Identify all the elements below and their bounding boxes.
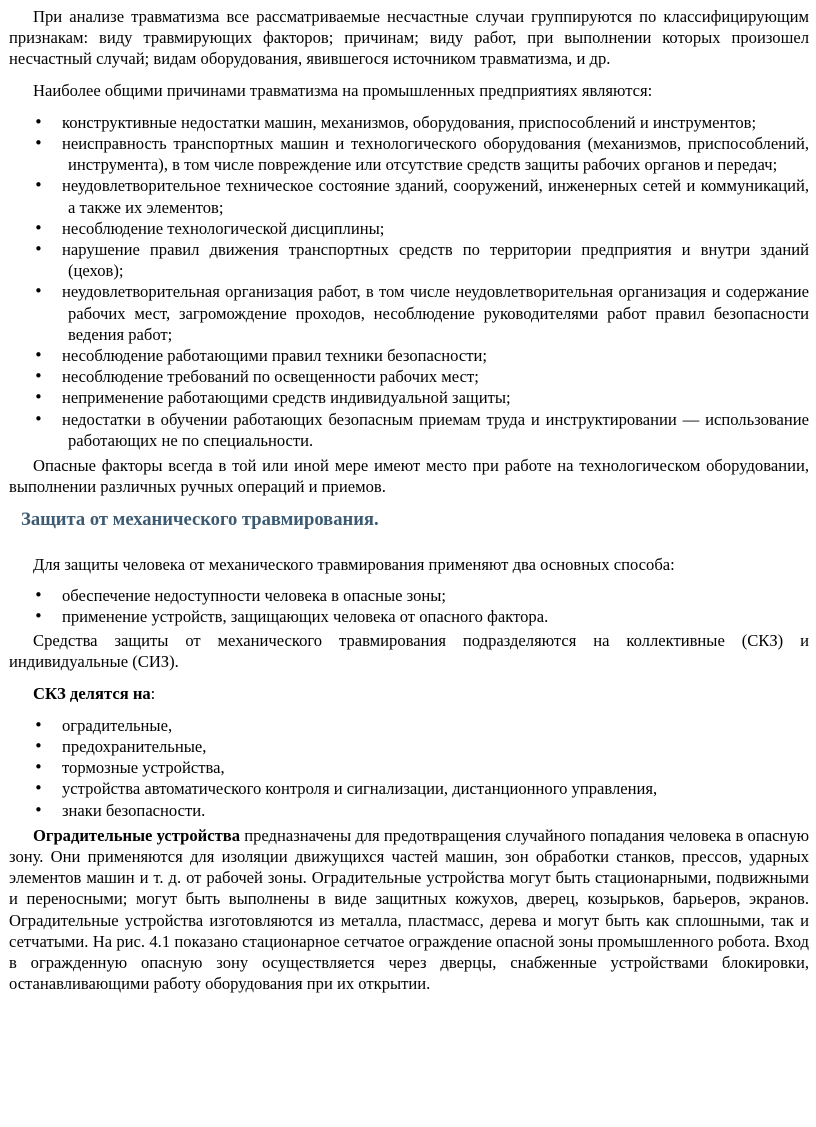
list-item: • несоблюдение работающими правил техники безопасности; <box>9 345 809 366</box>
list-item: • неприменение работающими средств индивидуальной защиты; <box>9 387 809 408</box>
list-item: • несоблюдение технологической дисциплины; <box>9 218 809 239</box>
causes-intro: Наиболее общими причинами травматизма на промышленных предприятиях являются: <box>33 80 653 100</box>
list-item: • оградительные, <box>9 715 809 736</box>
guard-text: предназначены для предотвращения случайного попадания человека в опасную зону. Они применяются для изоляции движущихся частей машин, зон обработки станков, прессов, ударных элементов машин и т. д. от рабочей зоны. Оградительные устройства могут быть стационарными, подвижными и переносными; могут быть выполнены в виде защитных кожухов, дверец, козырьков, барьеров, экранов. Оградительные устройства изготовляются из металла, пластмасс, дерева и могут быть как сплошными, так и сетчатыми. На рис. 4.1 показано стационарное сетчатое ограждение опасной зоны промышленного робота. Вход в огражденную опасную зону осуществляется через дверцы, снабженные устройствами блокировки, останавливающими работу оборудования при их открытии. <box>9 825 810 994</box>
list-item: • знаки безопасности. <box>9 800 809 821</box>
intro-paragraph: При анализе травматизма все рассматриваемые несчастные случаи группируются по классифицирующим признакам: виду травмирующих факторов; причинам; виду работ, при выполнении которых произошел несчастный случай; видам оборудования, явившегося источником травматизма, и др. <box>9 7 809 69</box>
list-item: • применение устройств, защищающих человека от опасного фактора. <box>9 606 809 627</box>
list-item: • тормозные устройства, <box>9 757 809 778</box>
guard-term: Оградительные устройства <box>33 825 240 845</box>
list-item: • несоблюдение требований по освещенности рабочих мест; <box>9 366 809 387</box>
causes-list <box>9 112 809 451</box>
section-heading: Защита от механического травмирования. <box>21 509 379 531</box>
list-item: • нарушение правил движения транспортных средств по территории предприятия и внутри зданий (цехов); <box>9 239 809 281</box>
list-item: • неудовлетворительная организация работ, в том числе неудовлетворительная организация и содержание рабочих мест, загромождение проходов, несоблюдение руководителями работ правил безопасности ведения работ; <box>9 281 809 345</box>
list-item: • недостатки в обучении работающих безопасным приемам труда и инструктировании — использование работающих не по специальности. <box>9 409 809 451</box>
skz-label-line <box>9 683 809 704</box>
methods-list <box>9 585 809 627</box>
skz-label: СКЗ делятся на <box>33 684 151 704</box>
list-item: • обеспечение недоступности человека в опасные зоны; <box>9 585 809 606</box>
document-page <box>9 6 809 994</box>
list-item: • предохранительные, <box>9 736 809 757</box>
list-item: • устройства автоматического контроля и сигнализации, дистанционного управления, <box>9 778 809 799</box>
skz-list <box>9 715 809 821</box>
division-paragraph: Средства защиты от механического травмирования подразделяются на коллективные (СКЗ) и индивидуальные (СИЗ). <box>9 631 809 672</box>
methods-intro: Для защиты человека от механического травмирования применяют два основных способа: <box>33 555 675 575</box>
list-item: • неудовлетворительное техническое состояние зданий, сооружений, инженерных сетей и коммуникаций, а также их элементов; <box>9 175 809 217</box>
skz-colon: : <box>150 684 156 704</box>
list-item: • конструктивные недостатки машин, механизмов, оборудования, приспособлений и инструментов; <box>9 112 809 133</box>
hazard-paragraph: Опасные факторы всегда в той или иной мере имеют место при работе на технологическом оборудовании, выполнении различных ручных операций и приемов. <box>9 456 809 497</box>
list-item: • неисправность транспортных машин и технологического оборудования (механизмов, приспособлений, инструмента), в том числе повреждение или отсутствие средств защиты рабочих органов и передач; <box>9 133 809 175</box>
guard-paragraph <box>9 825 809 995</box>
